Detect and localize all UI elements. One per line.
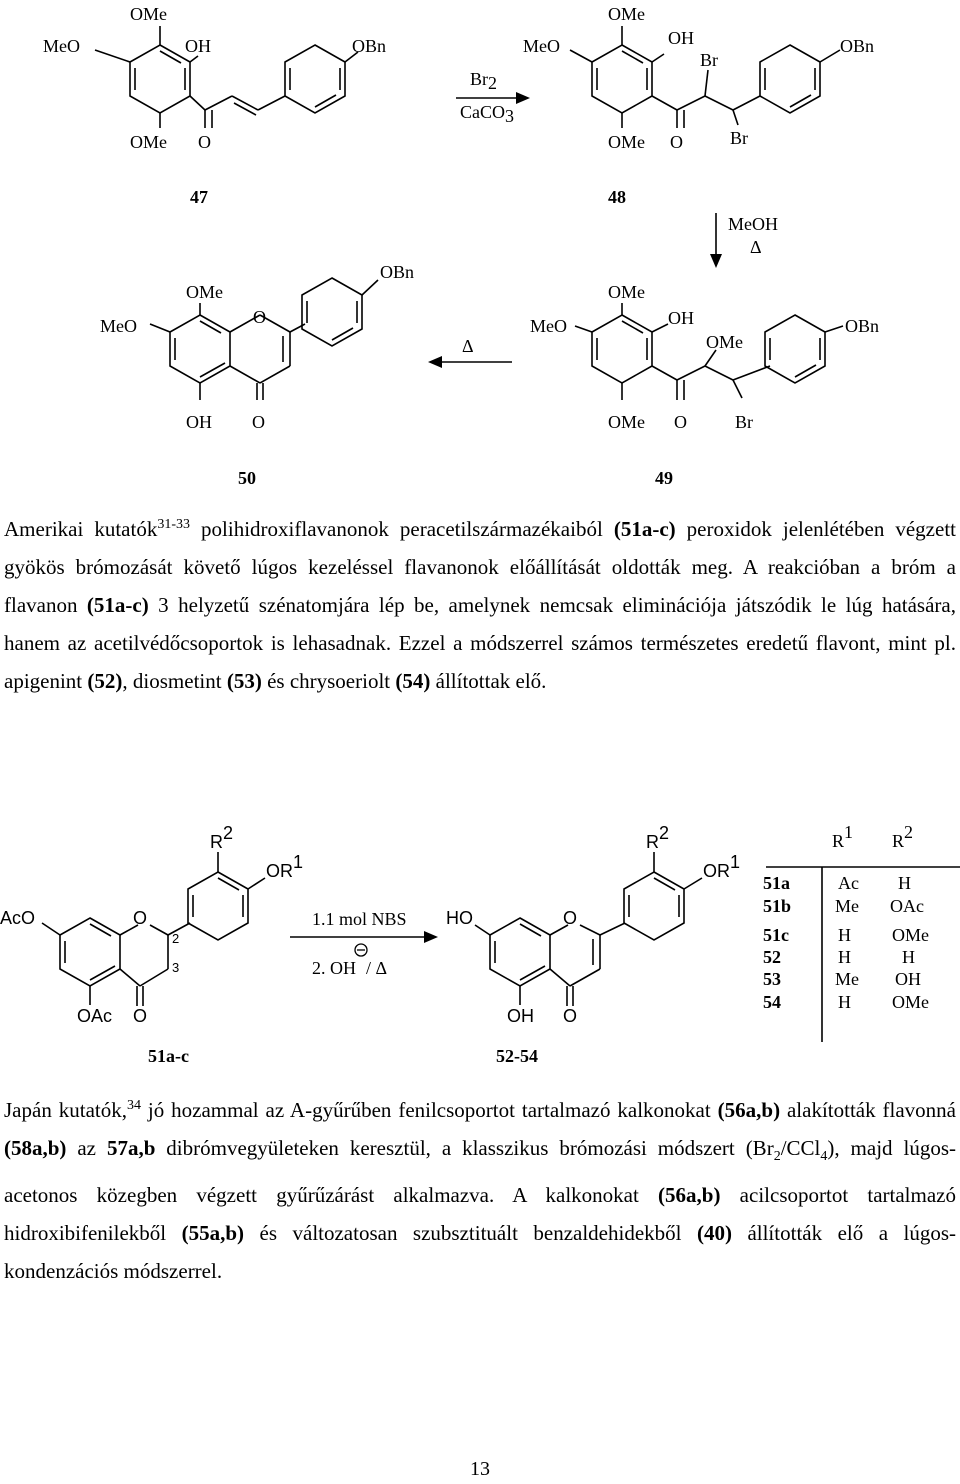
c48-br-lower: Br	[730, 128, 748, 148]
compound-51a-c	[0, 823, 303, 1066]
c52-carbonyl-o: O	[563, 1006, 578, 1026]
table-row-51b-r2: OAc	[890, 896, 924, 916]
table-row-51a-r1: Ac	[838, 873, 859, 893]
table-row-54-id: 54	[763, 992, 781, 1012]
c48-oh: OH	[668, 28, 694, 48]
c50-obn: OBn	[380, 262, 415, 282]
table-row-53-r1: Me	[835, 969, 859, 989]
c52-ring-o: O	[563, 908, 578, 928]
c49-ome-mid: OMe	[706, 332, 743, 352]
reference-34: 34	[126, 1098, 141, 1113]
c52-or1: OR1	[703, 852, 741, 881]
c52-r2: R2	[646, 823, 670, 852]
compound-label-48: 48	[608, 187, 626, 207]
c47-meo: MeO	[43, 36, 80, 56]
table-header-r2: R2	[892, 822, 914, 851]
c51-position-2: 2	[172, 931, 180, 946]
c52-ho: HO	[446, 908, 473, 928]
c48-ome-top: OMe	[608, 4, 645, 24]
table-row-52-id: 52	[763, 947, 781, 967]
c49-ome-bottom: OMe	[608, 412, 645, 432]
c47-ome-top: OMe	[130, 4, 167, 24]
c51-carbonyl-o: O	[133, 1006, 148, 1026]
c51-aco: AcO	[0, 908, 36, 928]
arrow-47-48	[456, 69, 530, 126]
table-row-53-id: 53	[763, 969, 781, 989]
c50-ring-o: O	[253, 307, 266, 327]
c51-ring-o: O	[133, 908, 148, 928]
c50-carbonyl-o: O	[252, 412, 265, 432]
reference-31-33: 31-33	[157, 517, 191, 532]
compound-label-49: 49	[655, 468, 673, 488]
table-row-54-r2: OMe	[892, 992, 929, 1012]
c47-obn: OBn	[352, 36, 387, 56]
table-row-51c-r2: OMe	[892, 925, 929, 945]
compound-label-47: 47	[190, 187, 208, 207]
table-row-53-r2: OH	[895, 969, 921, 989]
c50-oh: OH	[186, 412, 212, 432]
table-row-51b-r1: Me	[835, 896, 859, 916]
paragraph-chalcone-cyclization: Japán kutatók,$^{34}$ jó hozammal az A-gyűrűben fenilcsoportot tartalmazó kalkonokat (56a,b) alakították flavonná (58a,b) az 57a,b dibrómvegyületeken keresztül, a klasszikus brómozási módszert $(Br_2/CCl_4)$, majd lúgos-acetonos közegben végzett gyűrűzárást alkalmazva. A kalkonokat (56a,b) acilcsoportot tartalmazó hidroxibifenilekből (55a,b) és változatosan szubsztituált benzaldehidekből (40) állították elő a lúgos-kondenzációs módszerrel.	[4, 1098, 956, 1284]
compound-label-51a-c: 51a-c	[148, 1046, 189, 1066]
c49-br: Br	[735, 412, 753, 432]
table-row-51c-id: 51c	[763, 925, 789, 945]
table-row-52-r1: H	[838, 947, 851, 967]
compound-48	[523, 4, 874, 207]
compound-52-54	[446, 823, 740, 1066]
compound-47	[43, 4, 386, 207]
paragraph-radical-bromination: Amerikai kutatók$^{31-33}$ polihidroxiflavanonok peracetilszármazékaiból (51a-c) peroxidok jelenlétében végzett gyökös brómozását követő lúgos kezeléssel flavanonok előállítását oldották meg. A reakcióban a bróm a flavanon (51a-c) 3 helyzetű szénatomjára lép be, amelynek nemcsak eliminációja játszódik le lúg hatására, hanem az acetilvédőcsoportok is lehasadnak. Ezzel a módszerrel számos természetes eredetű flavont, mint pl. apigenint (52), diosmetint (53) és chrysoeriolt (54) állítottak elő.	[4, 517, 956, 693]
c49-meo: MeO	[530, 316, 567, 336]
table-row-54-r1: H	[838, 992, 851, 1012]
c49-carbonyl-o: O	[674, 412, 687, 432]
table-row-52-r2: H	[902, 947, 915, 967]
table-row-51b-id: 51b	[763, 896, 792, 916]
c48-br-upper: Br	[700, 50, 718, 70]
compound-50	[100, 262, 414, 488]
c47-oh: OH	[185, 36, 211, 56]
reagent-base: 2. OH / Δ	[312, 958, 388, 978]
c50-meo: MeO	[100, 316, 137, 336]
arrow-49-50	[428, 336, 512, 368]
arrow-48-49	[710, 213, 778, 268]
table-row-51c-r1: H	[838, 925, 851, 945]
c52-oh: OH	[507, 1006, 534, 1026]
c48-carbonyl-o: O	[670, 132, 683, 152]
table-row-51a-id: 51a	[763, 873, 790, 893]
c49-obn: OBn	[845, 316, 880, 336]
c50-ome: OMe	[186, 282, 223, 302]
scheme-bromination	[0, 0, 960, 495]
table-header-r1: R1	[832, 822, 854, 851]
c47-carbonyl-o: O	[198, 132, 211, 152]
c51-or1: OR1	[266, 852, 304, 881]
compound-label-50: 50	[238, 468, 256, 488]
table-row-51a-r2: H	[898, 873, 911, 893]
scheme-nbs-flavone	[0, 810, 960, 1080]
compound-49	[530, 282, 879, 488]
c49-ome-top: OMe	[608, 282, 645, 302]
c47-ome-bottom: OMe	[130, 132, 167, 152]
reagent-nbs: 1.1 mol NBS	[312, 909, 407, 929]
page-number: 13	[470, 1458, 490, 1480]
c48-ome-bottom: OMe	[608, 132, 645, 152]
reagent-meoh: MeOH	[728, 214, 778, 234]
c49-oh: OH	[668, 308, 694, 328]
reagent-br2: Br2	[470, 69, 497, 93]
arrow-nbs	[290, 909, 438, 978]
c51-oac: OAc	[77, 1006, 113, 1026]
c51-position-3: 3	[172, 960, 180, 975]
c48-obn: OBn	[840, 36, 875, 56]
reagent-caco3: CaCO3	[460, 102, 514, 126]
compound-label-52-54: 52-54	[496, 1046, 538, 1066]
c48-meo: MeO	[523, 36, 560, 56]
substituent-table	[763, 822, 960, 1042]
reagent-delta-1: Δ	[750, 237, 762, 257]
c51-r2: R2	[210, 823, 234, 852]
reagent-delta-2: Δ	[462, 336, 474, 356]
